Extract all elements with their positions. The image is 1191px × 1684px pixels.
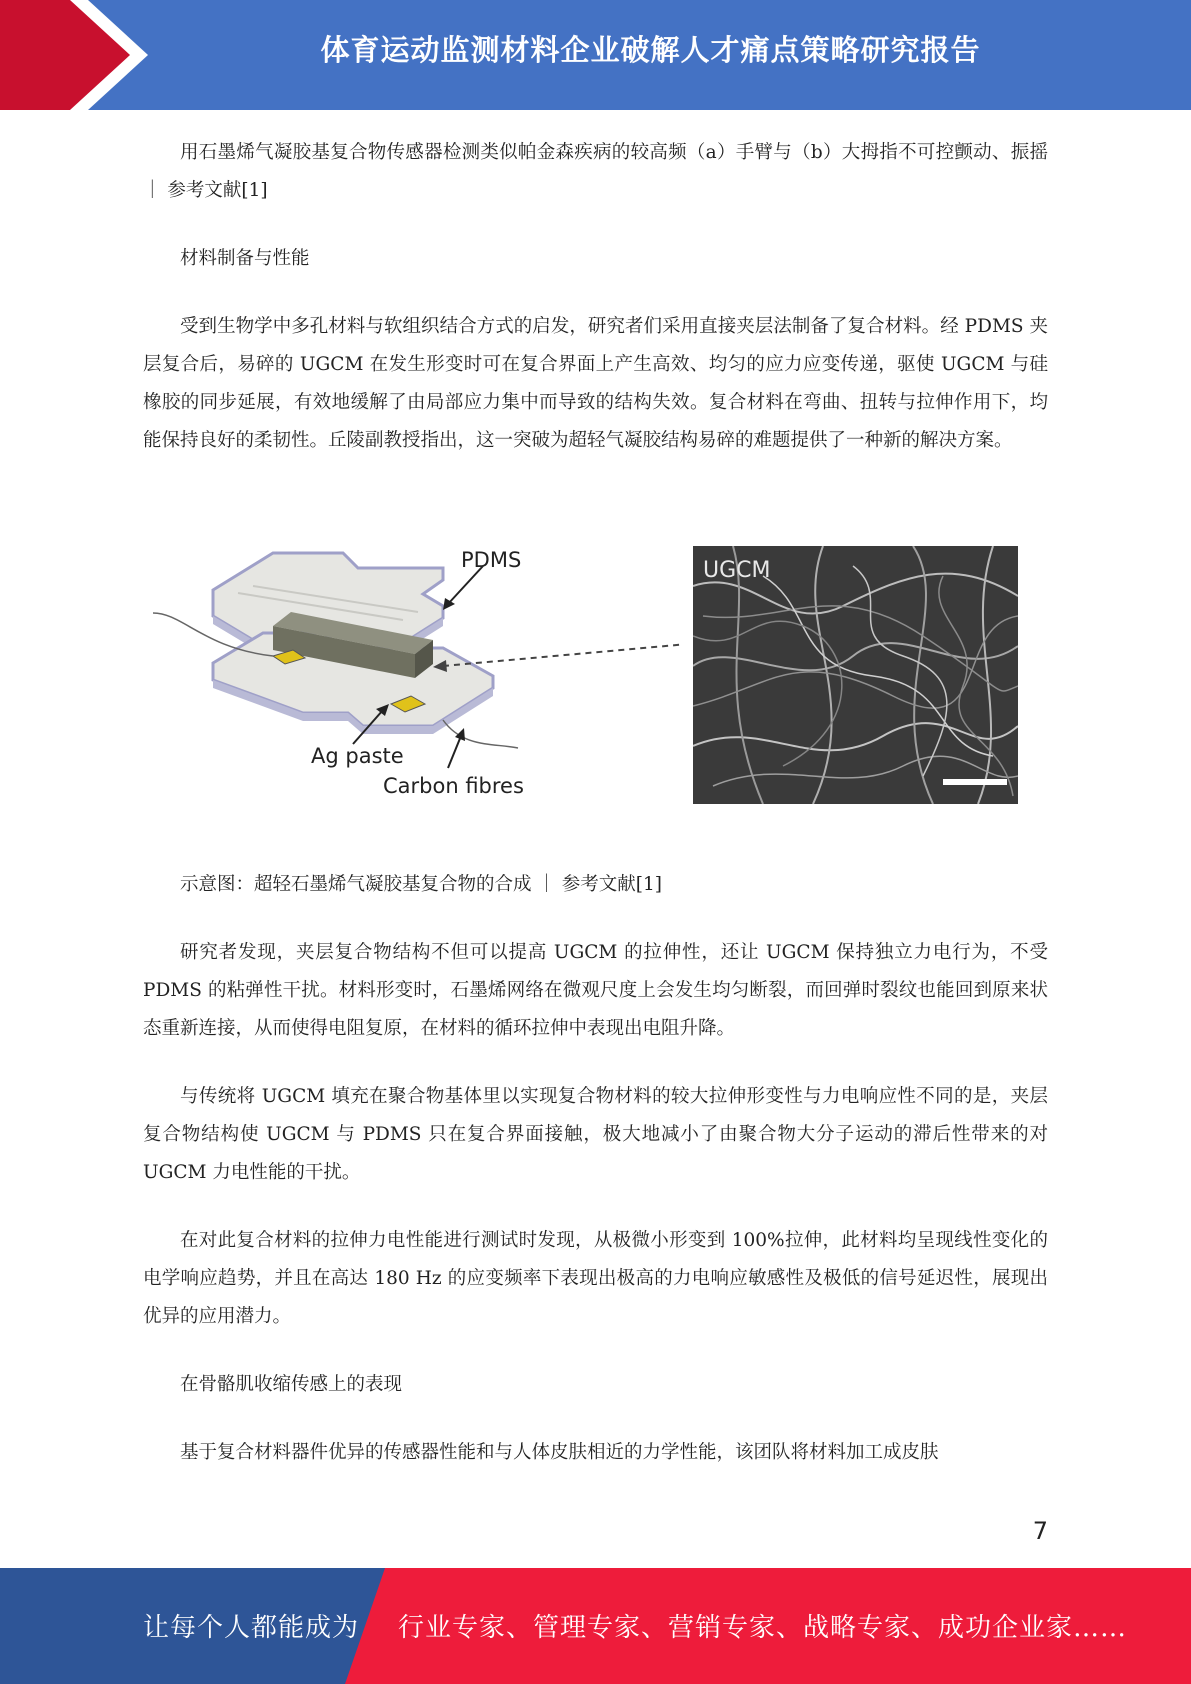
pdms-label: PDMS [461,548,522,572]
figure-caption-tremor: 用石墨烯气凝胶基复合物传感器检测类似帕金森疾病的较高频（a）手臂与（b）大拇指不可控颤动、振摇 ｜ 参考文献[1] [143,142,1048,201]
section-heading-preparation: 材料制备与性能 [180,248,310,269]
fibre-network-texture [693,546,1018,804]
ag-paste-label: Ag paste [311,744,404,768]
paragraph-comparison: 与传统将 UGCM 填充在聚合物基体里以实现复合物材料的较大拉伸形变性与力电响应性不同的是，夹层复合物结构使 UGCM 与 PDMS 只在复合界面接触，极大地减小了由聚合物大分子运动的滞后性带来的对 UGCM 力电性能的干扰。 [143,1086,1048,1183]
footer-slogan-left: 让每个人都能成为 [143,1613,360,1643]
header-arrow-decoration [0,0,150,110]
carbon-fibres-label: Carbon fibres [383,774,524,798]
section-heading-muscle: 在骨骼肌收缩传感上的表现 [180,1374,403,1395]
report-title: 体育运动监测材料企业破解人才痛点策略研究报告 [320,33,981,67]
page-number: 7 [1032,1517,1048,1545]
ugcm-sem-image [693,546,1018,804]
ugcm-label: UGCM [703,558,771,583]
synthesis-figure [143,508,1048,818]
footer-slogan-right: 行业专家、管理专家、营销专家、战略专家、成功企业家…… [398,1613,1128,1643]
paragraph-findings: 研究者发现，夹层复合物结构不但可以提高 UGCM 的拉伸性，还让 UGCM 保持独立力电行为，不受 PDMS 的粘弹性干扰。材料形变时，石墨烯网络在微观尺度上会发生均匀断裂，而回弹时裂纹也能回到原来状态重新连接，从而使得电阻复原，在材料的循环拉伸中表现出电阻升降。 [143,942,1048,1039]
figure-caption-synthesis: 示意图：超轻石墨烯气凝胶基复合物的合成 ｜ 参考文献[1] [180,874,662,895]
scale-bar [943,779,1007,785]
page-footer [0,1568,1191,1684]
document-body [143,134,1048,1472]
page-header [0,0,1191,110]
paragraph-muscle: 基于复合材料器件优异的传感器性能和与人体皮肤相近的力学性能，该团队将材料加工成皮肤 [180,1442,939,1463]
sensor-diagram [143,508,683,818]
paragraph-preparation: 受到生物学中多孔材料与软组织结合方式的启发，研究者们采用直接夹层法制备了复合材料。经 PDMS 夹层复合后，易碎的 UGCM 在发生形变时可在复合界面上产生高效、均匀的应力应变传递，驱使 UGCM 与硅橡胶的同步延展，有效地缓解了由局部应力集中而导致的结构失效。复合材料在弯曲、扭转与拉伸作用下，均能保持良好的柔韧性。丘陵副教授指出，这一突破为超轻气凝胶结构易碎的难题提供了一种新的解决方案。 [143,316,1048,451]
paragraph-testing: 在对此复合材料的拉伸力电性能进行测试时发现，从极微小形变到 100%拉伸，此材料均呈现线性变化的电学响应趋势，并且在高达 180 Hz 的应变频率下表现出极高的力电响应敏感性及极低的信号延迟性，展现出优异的应用潜力。 [143,1230,1048,1327]
